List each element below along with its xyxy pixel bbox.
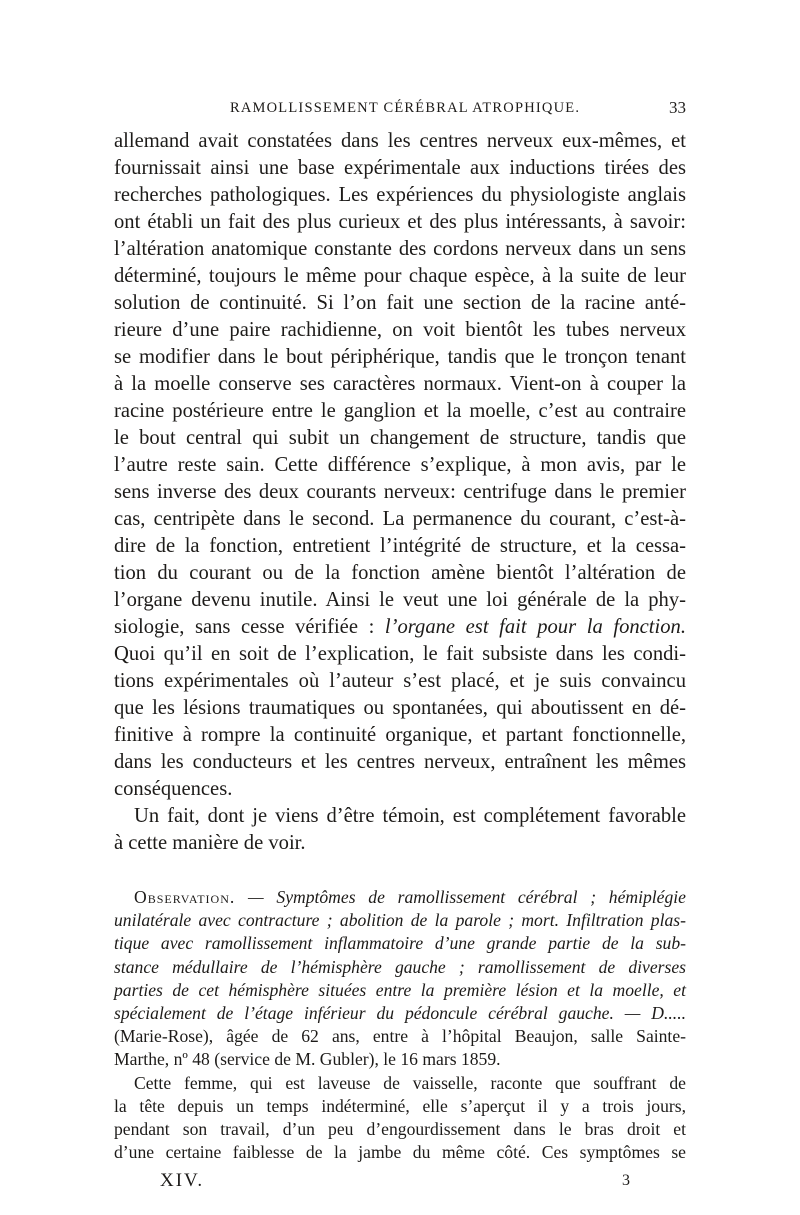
page-number: 33 xyxy=(669,98,686,117)
sheet-number: 3 xyxy=(622,1172,630,1189)
signature-mark: XIV. xyxy=(160,1170,205,1191)
text-line: à cette manière de voir. xyxy=(114,832,306,854)
text-line: sens inverse des deux courants nerveux: centrifuge dans le premier xyxy=(114,481,686,503)
main-text xyxy=(114,128,686,857)
page-footer xyxy=(160,1168,630,1194)
text-line: que les lésions traumatiques ou spontanées, qui aboutissent en dé- xyxy=(114,697,686,719)
observation-line: Cette femme, qui est laveuse de vaisselle, raconte que souffrant de xyxy=(134,1072,686,1093)
text-line: l’organe devenu inutile. Ainsi le veut une loi générale de la phy- xyxy=(114,589,686,611)
text-line: tion du courant ou de la fonction amène bientôt l’altération de xyxy=(114,562,686,584)
text-line: racine postérieure entre le ganglion et la moelle, c’est au contraire xyxy=(114,400,686,422)
observation-title-cont: unilatérale avec contracture ; abolition de la parole ; mort. Infiltration plas- xyxy=(114,910,686,931)
text-line: l’autre reste sain. Cette différence s’explique, à mon avis, par le xyxy=(114,454,686,476)
italic-maxim: l’organe est fait pour la fonction. xyxy=(384,616,686,638)
text-line: Un fait, dont je viens d’être témoin, est complétement favorable xyxy=(134,805,686,827)
observation-line xyxy=(114,979,686,1002)
text-line: ont établi un fait des plus curieux et des plus intéressants, à savoir: xyxy=(114,211,686,233)
observation-block xyxy=(114,886,686,1164)
observation-line xyxy=(114,956,686,979)
observation-label: Observation. xyxy=(134,887,236,907)
text-line-with-italic xyxy=(114,614,686,641)
running-head xyxy=(114,96,686,120)
text-line: l’altération anatomique constante des cordons nerveux dans un sens xyxy=(114,238,686,260)
observation-title-cont: stance médullaire de l’hémisphère gauche ; ramollissement de diverses xyxy=(114,956,686,977)
text-line: à la moelle conserve ses caractères normaux. Vient-on à couper la xyxy=(114,373,686,395)
text-line: rieure d’une paire rachidienne, on voit bientôt les tubes nerveux xyxy=(114,319,686,341)
text-line: solution de continuité. Si l’on fait une section de la racine anté- xyxy=(114,292,686,314)
text-line: dire de la fonction, entretient l’intégrité de structure, et la cessa- xyxy=(114,535,686,557)
text-line: fournissait ainsi une base expérimentale aux inductions tirées des xyxy=(114,157,686,179)
observation-line: la tête depuis un temps indéterminé, elle s’aperçut il y a trois jours, xyxy=(114,1095,686,1116)
text-line: dans les conducteurs et les centres nerveux, entraînent les mêmes xyxy=(114,751,686,773)
text-line: recherches pathologiques. Les expériences du physiologiste anglais xyxy=(114,184,686,206)
observation-heading-line xyxy=(114,886,686,909)
observation-line xyxy=(114,1002,686,1025)
observation-line: d’une certaine faiblesse de la jambe du même côté. Ces symptômes se xyxy=(114,1142,686,1163)
observation-title-cont: parties de cet hémisphère situées entre la première lésion et la moelle, et xyxy=(114,979,686,1000)
observation-title-cont: tique avec ramollissement inflammatoire d’une grande partie de la sub- xyxy=(114,933,686,954)
text-line: allemand avait constatées dans les centres nerveux eux-mêmes, et xyxy=(114,130,686,152)
observation-line: pendant son travail, d’un peu d’engourdissement dans le bras droit et xyxy=(114,1118,686,1139)
text-line: Quoi qu’il en soit de l’explication, le fait subsiste dans les condi- xyxy=(114,643,686,665)
observation-line xyxy=(114,932,686,955)
text-line: finitive à rompre la continuité organique, et partant fonctionnelle, xyxy=(114,724,686,746)
text-line: déterminé, toujours le même pour chaque espèce, à la suite de leur xyxy=(114,265,686,287)
observation-line: Marthe, nº 48 (service de M. Gubler), le 16 mars 1859. xyxy=(114,1049,501,1070)
text-fragment: siologie, sans cesse vérifiée : xyxy=(114,616,385,638)
running-title: RAMOLLISSEMENT CÉRÉBRAL ATROPHIQUE. xyxy=(230,100,581,116)
text-line: se modifier dans le bout périphérique, tandis que le tronçon tenant xyxy=(114,346,686,368)
observation-line xyxy=(114,909,686,932)
text-line: conséquences. xyxy=(114,778,233,800)
text-line: le bout central qui subit un changement de structure, tandis que xyxy=(114,427,686,449)
observation-line: (Marie-Rose), âgée de 62 ans, entre à l’hôpital Beaujon, salle Sainte- xyxy=(114,1026,686,1047)
observation-title-cont: spécialement de l’étage inférieur du pédoncule cérébral gauche. — D..... xyxy=(114,1002,686,1023)
text-line: cas, centripète dans le second. La permanence du courant, c’est-à- xyxy=(114,508,686,530)
text-line: tions expérimentales où l’auteur s’est placé, et je suis convaincu xyxy=(114,670,686,692)
observation-title: — Symptômes de ramollissement cérébral ; hémiplégie xyxy=(248,887,686,907)
